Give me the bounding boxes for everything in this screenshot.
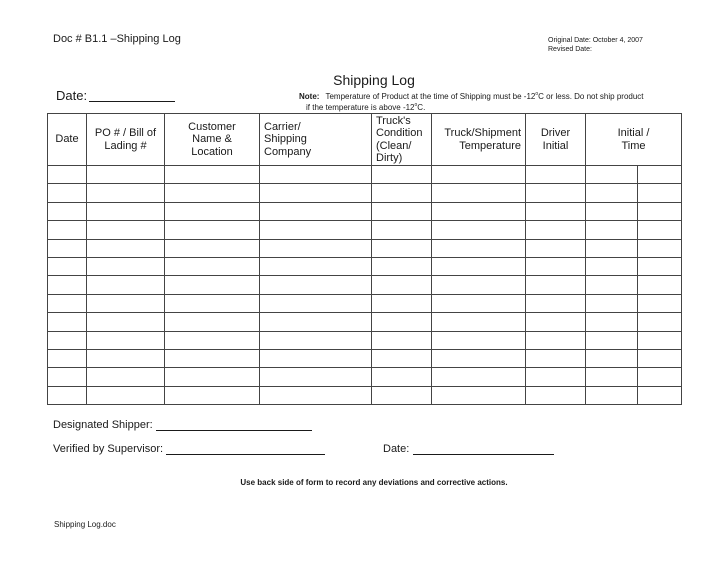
table-cell[interactable]	[372, 368, 432, 386]
note-label: Note:	[299, 92, 320, 101]
table-cell[interactable]	[372, 221, 432, 239]
column-header-driver-initial: Driver Initial	[526, 114, 586, 166]
designated-shipper-label: Designated Shipper:	[53, 419, 153, 431]
table-cell[interactable]	[48, 294, 87, 312]
shipping-log-table	[47, 113, 682, 405]
table-cell[interactable]	[638, 331, 682, 349]
table-body	[48, 166, 682, 405]
table-cell[interactable]	[48, 257, 87, 275]
note-text-1: Temperature of Product at the time of Shipping must be -12	[325, 92, 536, 101]
signature-date-line[interactable]	[413, 454, 554, 455]
temperature-note-line2	[306, 103, 425, 112]
table-cell[interactable]	[586, 221, 638, 239]
table-cell[interactable]	[165, 184, 260, 202]
table-cell[interactable]	[638, 166, 682, 184]
verified-by-label: Verified by Supervisor:	[53, 443, 164, 455]
table-cell[interactable]	[260, 257, 372, 275]
table-cell[interactable]	[48, 166, 87, 184]
table-cell[interactable]	[87, 331, 165, 349]
table-cell[interactable]	[260, 386, 372, 404]
table-cell[interactable]	[638, 349, 682, 367]
table-row	[48, 386, 682, 404]
table-row	[48, 239, 682, 257]
table-cell[interactable]	[165, 386, 260, 404]
table-cell[interactable]	[260, 202, 372, 220]
table-cell[interactable]	[260, 276, 372, 294]
table-cell[interactable]	[260, 239, 372, 257]
table-cell[interactable]	[526, 349, 586, 367]
table-cell[interactable]	[372, 386, 432, 404]
table-cell[interactable]	[638, 386, 682, 404]
table-cell[interactable]	[586, 257, 638, 275]
temperature-note-line1	[299, 92, 644, 101]
table-cell[interactable]	[48, 331, 87, 349]
column-header-carrier: Carrier/ Shipping Company	[260, 114, 372, 166]
table-cell[interactable]	[260, 368, 372, 386]
table-cell[interactable]	[638, 368, 682, 386]
table-cell[interactable]	[526, 276, 586, 294]
back-side-note: Use back side of form to record any deviations and corrective actions.	[240, 478, 508, 487]
table-cell[interactable]	[48, 276, 87, 294]
table-cell[interactable]	[586, 166, 638, 184]
table-cell[interactable]	[526, 221, 586, 239]
table-cell[interactable]	[260, 313, 372, 331]
table-cell[interactable]	[165, 349, 260, 367]
table-row	[48, 276, 682, 294]
table-cell[interactable]	[586, 239, 638, 257]
designated-shipper-line[interactable]	[156, 430, 312, 431]
table-cell[interactable]	[432, 294, 526, 312]
table-cell[interactable]	[586, 386, 638, 404]
table-cell[interactable]	[432, 184, 526, 202]
table-cell[interactable]	[432, 276, 526, 294]
table-cell[interactable]	[432, 368, 526, 386]
table-cell[interactable]	[586, 184, 638, 202]
table-cell[interactable]	[526, 166, 586, 184]
table-cell[interactable]	[260, 349, 372, 367]
table-cell[interactable]	[165, 239, 260, 257]
table-cell[interactable]	[372, 313, 432, 331]
table-cell[interactable]	[87, 313, 165, 331]
table-cell[interactable]	[260, 221, 372, 239]
table-row	[48, 294, 682, 312]
table-cell[interactable]	[165, 166, 260, 184]
table-cell[interactable]	[260, 166, 372, 184]
table-cell[interactable]	[372, 349, 432, 367]
table-cell[interactable]	[372, 294, 432, 312]
table-cell[interactable]	[87, 257, 165, 275]
table-cell[interactable]	[87, 294, 165, 312]
note-text-2b: C.	[417, 103, 426, 112]
table-cell[interactable]	[586, 276, 638, 294]
table-cell[interactable]	[526, 239, 586, 257]
table-cell[interactable]	[372, 239, 432, 257]
column-header-po-bill: PO # / Bill of Lading #	[87, 114, 165, 166]
table-cell[interactable]	[432, 331, 526, 349]
date-label: Date:	[56, 88, 88, 103]
table-cell[interactable]	[638, 294, 682, 312]
table-cell[interactable]	[638, 202, 682, 220]
degree-symbol: o	[535, 91, 539, 97]
table-cell[interactable]	[48, 239, 87, 257]
table-cell[interactable]	[165, 276, 260, 294]
table-cell[interactable]	[48, 184, 87, 202]
table-cell[interactable]	[48, 313, 87, 331]
table-cell[interactable]	[432, 221, 526, 239]
table-cell[interactable]	[87, 276, 165, 294]
table-cell[interactable]	[432, 349, 526, 367]
table-cell[interactable]	[372, 331, 432, 349]
table-cell[interactable]	[48, 202, 87, 220]
table-cell[interactable]	[526, 368, 586, 386]
table-cell[interactable]	[432, 202, 526, 220]
table-cell[interactable]	[87, 166, 165, 184]
table-cell[interactable]	[638, 221, 682, 239]
original-date: Original Date: October 4, 2007	[548, 37, 643, 44]
table-row	[48, 257, 682, 275]
table-cell[interactable]	[526, 313, 586, 331]
footer-filename: Shipping Log.doc	[54, 520, 116, 529]
table-row	[48, 221, 682, 239]
table-cell[interactable]	[526, 257, 586, 275]
table-cell[interactable]	[165, 313, 260, 331]
table-cell[interactable]	[586, 202, 638, 220]
verified-by-line[interactable]	[166, 454, 325, 455]
table-cell[interactable]	[48, 368, 87, 386]
table-cell[interactable]	[165, 331, 260, 349]
table-cell[interactable]	[87, 239, 165, 257]
table-cell[interactable]	[48, 386, 87, 404]
table-cell[interactable]	[260, 184, 372, 202]
document-id: Doc # B1.1 –Shipping Log	[53, 33, 181, 45]
table-cell[interactable]	[586, 349, 638, 367]
table-cell[interactable]	[260, 294, 372, 312]
table-cell[interactable]	[87, 368, 165, 386]
table-row	[48, 349, 682, 367]
column-header-customer: Customer Name & Location	[165, 114, 260, 166]
table-cell[interactable]	[165, 294, 260, 312]
table-cell[interactable]	[586, 331, 638, 349]
table-cell[interactable]	[526, 386, 586, 404]
column-header-temperature: Truck/Shipment Temperature	[432, 114, 526, 166]
table-row	[48, 313, 682, 331]
table-cell[interactable]	[372, 184, 432, 202]
table-cell[interactable]	[372, 276, 432, 294]
table-row	[48, 331, 682, 349]
signature-date-label: Date:	[383, 443, 410, 455]
degree-symbol: o	[414, 102, 418, 108]
table-row	[48, 184, 682, 202]
column-header-date: Date	[48, 114, 87, 166]
table-cell[interactable]	[638, 184, 682, 202]
table-cell[interactable]	[638, 257, 682, 275]
table-header-row	[48, 114, 682, 166]
column-header-initial-time: Initial / Time	[586, 114, 682, 166]
table-cell[interactable]	[526, 331, 586, 349]
table-cell[interactable]	[432, 257, 526, 275]
table-cell[interactable]	[586, 313, 638, 331]
table-cell[interactable]	[432, 166, 526, 184]
column-header-truck-condition: Truck's Condition (Clean/ Dirty)	[372, 114, 432, 166]
table-cell[interactable]	[165, 368, 260, 386]
table-cell[interactable]	[526, 202, 586, 220]
table-cell[interactable]	[526, 184, 586, 202]
table-cell[interactable]	[87, 202, 165, 220]
table-row	[48, 166, 682, 184]
table-cell[interactable]	[526, 294, 586, 312]
table-cell[interactable]	[165, 257, 260, 275]
table-cell[interactable]	[165, 202, 260, 220]
table-cell[interactable]	[260, 331, 372, 349]
page-title: Shipping Log	[333, 72, 415, 88]
table-row	[48, 202, 682, 220]
note-text-1b: C or less. Do not ship product	[538, 92, 644, 101]
table-cell[interactable]	[586, 368, 638, 386]
table-cell[interactable]	[372, 257, 432, 275]
table-cell[interactable]	[87, 349, 165, 367]
table-cell[interactable]	[48, 349, 87, 367]
table-cell[interactable]	[87, 184, 165, 202]
revised-date: Revised Date:	[548, 46, 592, 53]
table-cell[interactable]	[432, 313, 526, 331]
table-cell[interactable]	[372, 202, 432, 220]
table-cell[interactable]	[638, 276, 682, 294]
table-cell[interactable]	[586, 294, 638, 312]
table-cell[interactable]	[87, 386, 165, 404]
date-field-line[interactable]	[89, 101, 175, 102]
table-cell[interactable]	[48, 221, 87, 239]
table-row	[48, 368, 682, 386]
table-cell[interactable]	[432, 239, 526, 257]
table-cell[interactable]	[638, 313, 682, 331]
table-cell[interactable]	[432, 386, 526, 404]
table-cell[interactable]	[638, 239, 682, 257]
table-cell[interactable]	[87, 221, 165, 239]
table-cell[interactable]	[372, 166, 432, 184]
note-text-2: if the temperature is above -12	[306, 103, 415, 112]
table-cell[interactable]	[165, 221, 260, 239]
